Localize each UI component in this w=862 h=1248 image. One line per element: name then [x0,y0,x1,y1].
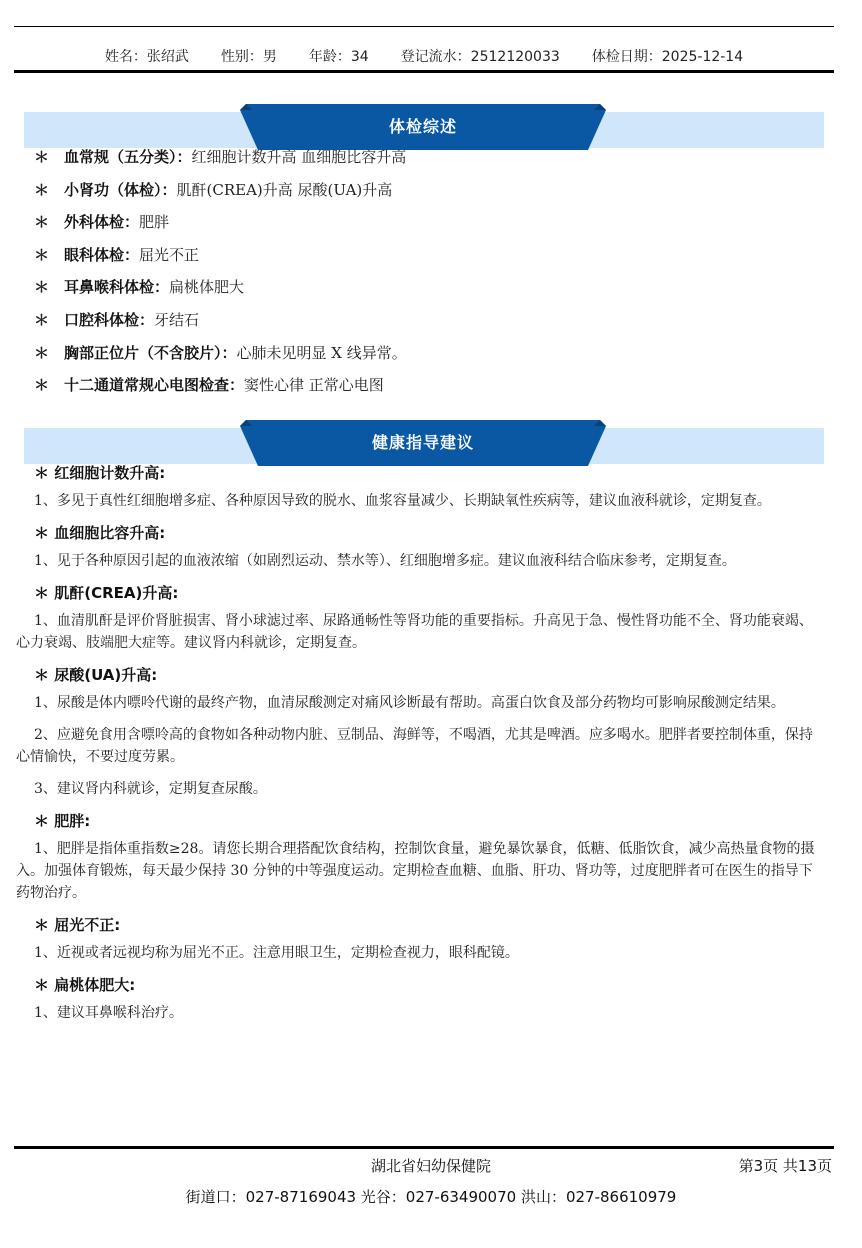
summary-item-value: 牙结石 [154,310,200,329]
summary-item-label: 眼科体检： [64,245,140,264]
bullet-star: ＊ [34,278,50,297]
summary-title: 体检综述 [388,117,457,136]
summary-item-label: 外科体检： [64,213,140,232]
advice-paragraph: 1、多见于真性红细胞增多症、各种原因导致的脱水、血浆容量减少、长期缺氧性疾病等，建议血液科就诊，定期复查。 [34,493,771,509]
exam-date: 体检日期：2025-12-14 [591,49,744,65]
advice-section-header [24,428,824,464]
advice-item-title: ＊ 扁桃体肥大: [34,976,136,994]
header-bottom-rule [14,70,834,73]
summary-item-value: 心肺未见明显 X 线异常。 [236,343,407,362]
summary-item-value: 扁桃体肥大 [169,278,245,297]
bullet-star: ＊ [34,310,50,329]
summary-item-value: 肌酐(CREA)升高 尿酸(UA)升高 [176,180,393,199]
bullet-star: ＊ [34,376,50,395]
advice-list [14,462,822,1034]
bullet-star: ＊ [34,213,50,232]
advice-item-title: ＊ 血细胞比容升高: [34,524,166,542]
summary-item [34,273,407,306]
bullet-star: ＊ [34,180,50,199]
contact-numbers: 街道口：027-87169043 光谷：027-63490070 洪山：027-86610979 [185,1188,677,1206]
summary-item-label: 血常规（五分类）： [64,148,192,166]
patient-age: 年龄：34 [308,49,369,65]
advice-item-title: ＊ 红细胞计数升高: [34,464,166,482]
footer-top-rule [14,1146,834,1149]
advice-paragraph: 1、尿酸是体内嘌呤代谢的最终产物，血清尿酸测定对痛风诊断最有帮助。高蛋白饮食及部分药物均可影响尿酸测定结果。 [34,695,785,711]
advice-paragraph: 1、血清肌酐是评价肾脏损害、肾小球滤过率、尿路通畅性等肾功能的重要指标。升高见于急、慢性肾功能不全、肾功能衰竭、心力衰竭、肢端肥大症等。建议肾内科就诊，定期复查。 [16,613,813,651]
summary-list [34,143,407,404]
bullet-star: ＊ [34,343,50,362]
advice-title: 健康指导建议 [371,433,474,452]
hospital-name: 湖北省妇幼保健院 [370,1157,491,1175]
summary-item [34,176,407,209]
summary-item [34,339,407,372]
patient-gender: 性别：男 [220,49,277,65]
advice-paragraph: 3、建议肾内科就诊，定期复查尿酸。 [34,781,267,797]
advice-item-title: ＊ 肌酐(CREA)升高: [34,584,179,602]
advice-title-tab [240,420,606,466]
patient-name: 姓名：张绍武 [104,49,189,65]
advice-item-title: ＊ 肥胖: [34,812,91,830]
page-number: 第3页 共13页 [738,1157,832,1175]
summary-item-value: 窦性心律 正常心电图 [244,376,384,395]
summary-item-value: 屈光不正 [139,245,200,264]
advice-paragraph: 1、建议耳鼻喉科治疗。 [34,1005,183,1021]
summary-item [34,208,407,241]
summary-item-label: 小肾功（体检）： [64,180,177,199]
summary-item-label: 十二通道常规心电图检查： [64,376,245,395]
advice-paragraph: 2、应避免食用含嘌呤高的食物如各种动物内脏、豆制品、海鲜等，不喝酒，尤其是啤酒。应多喝水。肥胖者要控制体重，保持心情愉快，不要过度劳累。 [16,727,813,765]
summary-item [34,371,407,404]
summary-item-label: 耳鼻喉科体检： [64,278,170,297]
advice-paragraph: 1、见于各种原因引起的血液浓缩（如剧烈运动、禁水等）、红细胞增多症。建议血液科结合临床参考，定期复查。 [34,553,736,569]
bullet-star: ＊ [34,245,50,264]
summary-item-label: 口腔科体检： [64,310,155,329]
advice-item-title: ＊ 尿酸(UA)升高: [34,666,158,684]
header-top-rule [14,26,834,27]
patient-info-bar [14,46,834,66]
advice-paragraph: 1、近视或者远视均称为屈光不正。注意用眼卫生，定期检查视力，眼科配镜。 [34,945,519,961]
advice-item-title: ＊ 屈光不正: [34,916,121,934]
bullet-star: ＊ [34,148,50,166]
registration-serial: 登记流水：2512120033 [400,49,560,65]
summary-item [34,143,407,176]
summary-item-label: 胸部正位片（不含胶片）： [64,343,237,362]
summary-item-value: 肥胖 [139,213,170,232]
summary-item [34,241,407,274]
advice-paragraph: 1、肥胖是指体重指数≥28。请您长期合理搭配饮食结构，控制饮食量，避免暴饮暴食，低糖、低脂饮食，减少高热量食物的摄入。加强体育锻炼，每天最少保持 30 分钟的中等强度运动。定期检查血糖、血脂、肝功、肾功等，过度肥胖者可在医生的指导下药物治疗。 [16,841,815,901]
summary-item [34,306,407,339]
summary-item-value: 红细胞计数升高 血细胞比容升高 [191,148,407,166]
